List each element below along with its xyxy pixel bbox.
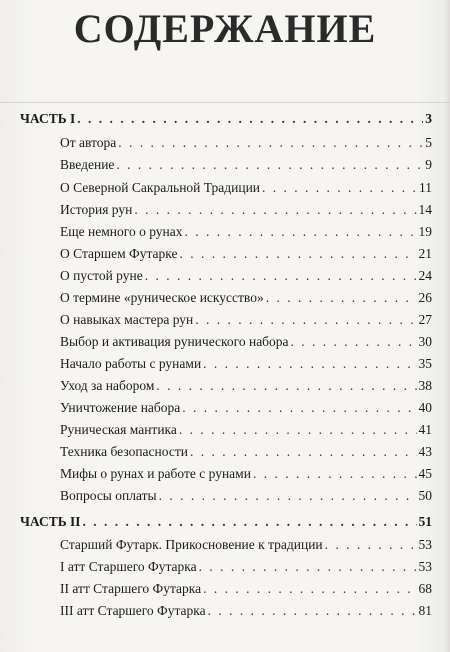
toc-entry-part-2 <box>20 514 432 530</box>
toc-entry-page: 40 <box>418 400 432 415</box>
toc-entry-label: ЧАСТЬ I <box>20 111 76 126</box>
toc-entry <box>60 603 432 619</box>
toc-entry-label: Еще немного о рунах <box>60 224 183 239</box>
toc-entry-label: Начало работы с рунами <box>60 356 202 371</box>
toc-entry-page: 9 <box>425 157 432 172</box>
toc-entry-page: 68 <box>418 581 432 596</box>
toc-entry-page: 3 <box>425 111 432 126</box>
toc-entry-page: 51 <box>418 514 432 529</box>
dot-leader <box>159 488 417 504</box>
toc-entry-part-1 <box>20 111 432 127</box>
toc-entry-page: 5 <box>425 135 432 150</box>
page-edge-shadow <box>444 0 450 652</box>
dot-leader <box>262 180 417 196</box>
toc-entry-label: О термине «руническое искусство» <box>60 290 264 305</box>
toc-entry-page: 21 <box>418 246 432 261</box>
dot-leader <box>179 422 417 438</box>
toc-entry-label: Вопросы оплаты <box>60 488 157 503</box>
dot-leader <box>203 581 416 597</box>
dot-leader <box>116 157 423 173</box>
toc-entry-label: I атт Старшего Футарка <box>60 559 197 574</box>
dot-leader <box>182 400 416 416</box>
dot-leader <box>203 356 416 372</box>
toc-entry <box>60 268 432 284</box>
toc-entry <box>60 312 432 328</box>
toc-entry-label: О пустой руне <box>60 268 143 283</box>
dot-leader <box>208 603 417 619</box>
faint-show-through-rule <box>0 102 450 103</box>
dot-leader <box>291 334 417 350</box>
toc-entry-page: 26 <box>418 290 432 305</box>
toc-entry-page: 81 <box>418 603 432 618</box>
page-title: СОДЕРЖАНИЕ <box>73 6 377 51</box>
toc-entry-label: От автора <box>60 135 117 150</box>
toc-entry-page: 45 <box>418 466 432 481</box>
toc-entry-label: Старший Футарк. Прикосновение к традиции <box>60 537 323 552</box>
toc-entry <box>60 135 432 151</box>
dot-leader <box>77 111 423 127</box>
toc-entry-label: ЧАСТЬ II <box>20 514 81 529</box>
dot-leader <box>134 202 416 218</box>
toc-entry-label: III атт Старшего Футарка <box>60 603 206 618</box>
toc-entry <box>60 422 432 438</box>
dot-leader <box>199 559 417 575</box>
toc-entry-label: О навыках мастера рун <box>60 312 194 327</box>
toc-entry <box>60 400 432 416</box>
toc-entry <box>60 581 432 597</box>
toc-entry <box>60 488 432 504</box>
toc-entry-label: Уход за набором <box>60 378 155 393</box>
dot-leader <box>325 537 417 553</box>
toc-entry <box>60 378 432 394</box>
toc-entry-page: 27 <box>418 312 432 327</box>
dot-leader <box>266 290 417 306</box>
toc-entry-label: Введение <box>60 157 115 172</box>
toc-entry-page: 38 <box>418 378 432 393</box>
toc-entry-page: 11 <box>419 180 432 195</box>
toc-entry-page: 30 <box>418 334 432 349</box>
dot-leader <box>145 268 417 284</box>
dot-leader <box>118 135 423 151</box>
toc-entry-label: О Старшем Футарке <box>60 246 178 261</box>
toc-entry-label: II атт Старшего Футарка <box>60 581 202 596</box>
toc-entry-page: 41 <box>418 422 432 437</box>
toc-entry-page: 19 <box>418 224 432 239</box>
toc-entry-page: 50 <box>418 488 432 503</box>
toc-entry-page: 24 <box>418 268 432 283</box>
toc-entry <box>60 224 432 240</box>
toc-entry-label: Руническая мантика <box>60 422 177 437</box>
toc-entry-page: 35 <box>418 356 432 371</box>
dot-leader <box>184 224 416 240</box>
toc-entry <box>60 202 432 218</box>
toc-entry <box>60 356 432 372</box>
toc-entry <box>60 334 432 350</box>
toc-entry <box>60 466 432 482</box>
toc-entry-page: 14 <box>418 202 432 217</box>
toc-entry <box>60 180 432 196</box>
toc-entry-page: 53 <box>418 559 432 574</box>
dot-leader <box>156 378 416 394</box>
toc-entry <box>60 559 432 575</box>
toc-entry <box>60 290 432 306</box>
dot-leader <box>83 514 417 530</box>
toc-entry-label: Техника безопасности <box>60 444 188 459</box>
dot-leader <box>180 246 417 262</box>
toc-entry-page: 43 <box>418 444 432 459</box>
toc-entry <box>60 246 432 262</box>
toc-entry <box>60 444 432 460</box>
toc-entry-label: Мифы о рунах и работе с рунами <box>60 466 251 481</box>
dot-leader <box>190 444 417 460</box>
toc-entry-label: О Северной Сакральной Традиции <box>60 180 261 195</box>
dot-leader <box>195 312 416 328</box>
toc-entry-page: 53 <box>418 537 432 552</box>
dot-leader <box>253 466 417 482</box>
toc-entry <box>60 157 432 173</box>
toc-entry-label: Выбор и активация рунического набора <box>60 334 289 349</box>
toc-entry-label: История рун <box>60 202 133 217</box>
toc-entry <box>60 537 432 553</box>
toc-entry-label: Уничтожение набора <box>60 400 181 415</box>
